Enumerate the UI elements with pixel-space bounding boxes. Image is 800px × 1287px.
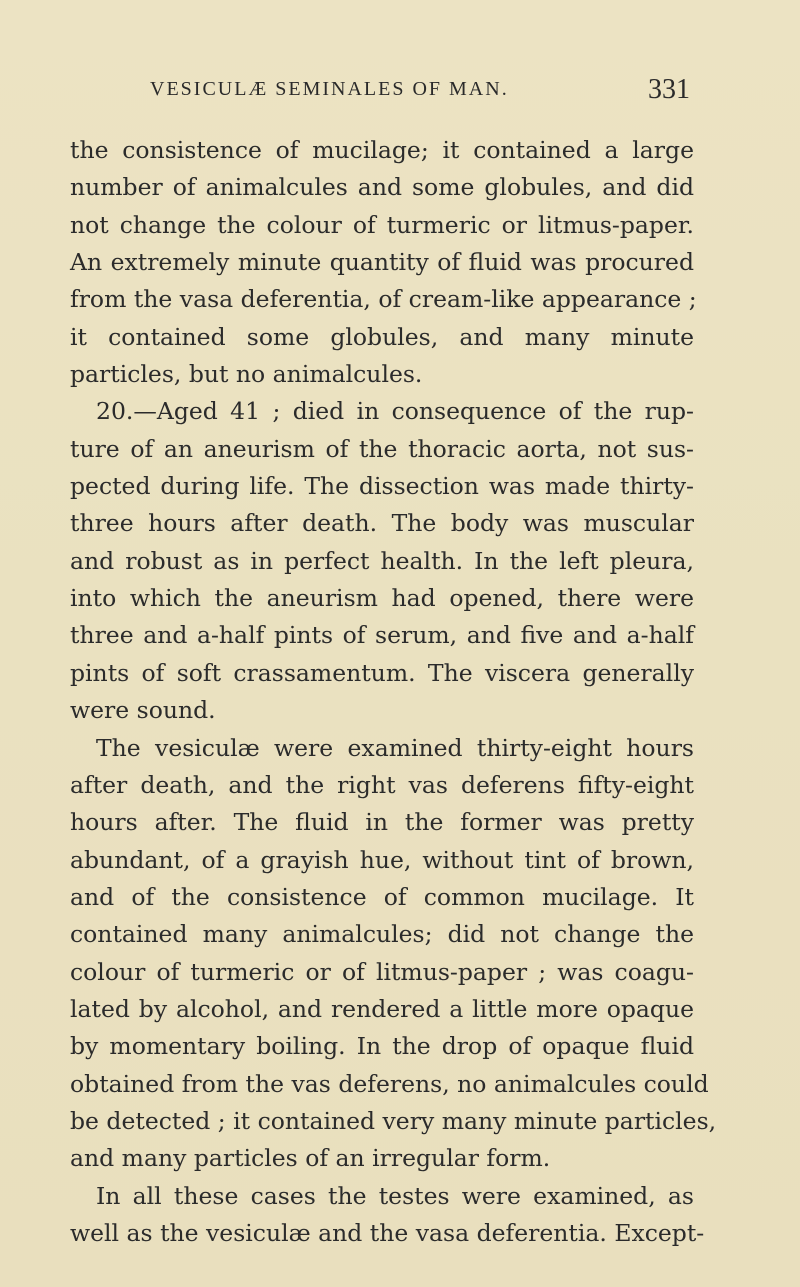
text-line: and many particles of an irregular form.	[70, 1144, 551, 1173]
text-line: number of animalcules and some globules, and did	[70, 173, 694, 202]
text-line: not change the colour of turmeric or litmus-paper.	[70, 210, 694, 239]
text-line: pected during life. The dissection was made thirty-	[70, 472, 694, 501]
text-line: hours after. The fluid in the former was pretty	[70, 808, 694, 837]
text-line: ture of an aneurism of the thoracic aorta, not sus-	[70, 434, 694, 463]
page-number: 331	[648, 74, 690, 105]
text-line: into which the aneurism had opened, there were	[70, 584, 694, 613]
text-line: obtained from the vas deferens, no animalcules could	[70, 1069, 709, 1098]
text-line: three hours after death. The body was muscular	[70, 509, 694, 538]
body-text	[70, 132, 717, 1252]
text-line: colour of turmeric or of litmus-paper ; was coagu-	[70, 957, 694, 986]
text-line: the consistence of mucilage; it contained a large	[70, 136, 694, 164]
text-line: contained many animalcules; did not change the	[70, 920, 694, 949]
text-line: by momentary boiling. In the drop of opaque fluid	[70, 1032, 694, 1061]
text-line: particles, but no animalcules.	[70, 360, 423, 389]
text-line: from the vasa deferentia, of cream-like appearance ;	[70, 285, 697, 314]
text-line: and of the consistence of common mucilage. It	[70, 882, 694, 911]
text-line: it contained some globules, and many minute	[70, 322, 694, 351]
text-line: three and a-half pints of serum, and five and a-half	[70, 621, 694, 650]
text-line: lated by alcohol, and rendered a little more opaque	[70, 994, 694, 1023]
text-line: pints of soft crassamentum. The viscera generally	[70, 658, 694, 687]
text-line: The vesiculæ were examined thirty-eight hours	[96, 733, 694, 762]
text-line: after death, and the right vas deferens fifty-eight	[70, 770, 694, 799]
text-line: and robust as in perfect health. In the left pleura,	[70, 546, 694, 575]
text-line: An extremely minute quantity of fluid was procured	[70, 248, 694, 277]
text-line: be detected ; it contained very many minute particles,	[70, 1106, 717, 1135]
text-line: abundant, of a grayish hue, without tint of brown,	[70, 845, 694, 874]
text-line: In all these cases the testes were examined, as	[96, 1181, 694, 1210]
text-line: were sound.	[70, 696, 216, 725]
running-title: VESICULÆ SEMINALES OF MAN.	[150, 78, 509, 100]
text-line: well as the vesiculæ and the vasa deferentia. Except-	[70, 1218, 705, 1247]
text-line: 20.—Aged 41 ; died in consequence of the rup-	[96, 397, 694, 426]
